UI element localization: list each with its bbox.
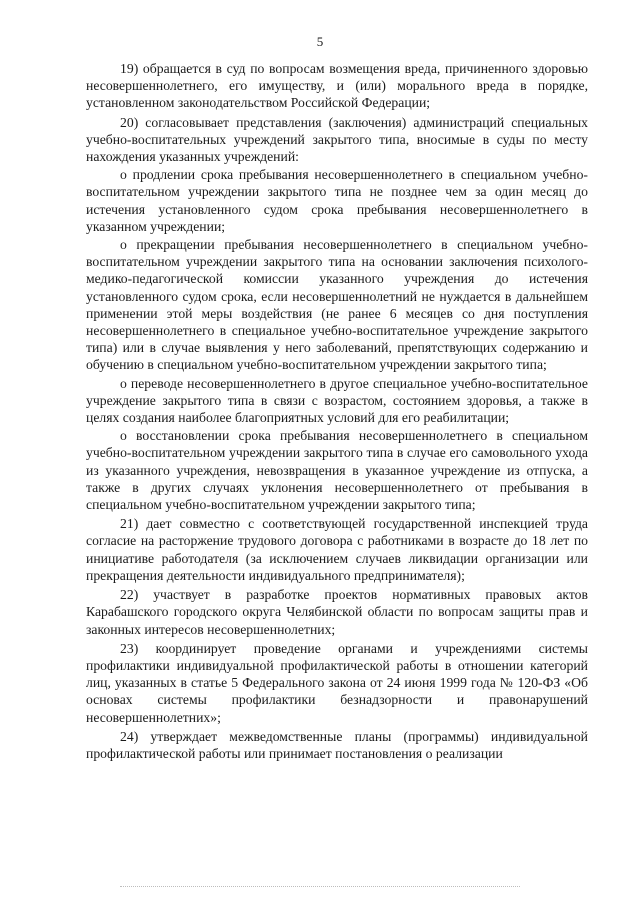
page-number: 5 [316, 34, 324, 49]
paragraph-sub-transfer: о переводе несовершеннолетнего в другое специальное учебно-воспитательное учреждение закрытого типа в связи с возрастом, состоянием здоровья, а также в целях создания наиболее благоприятных условий для его реабилитации; [86, 375, 588, 426]
paragraph-item-20: 20) согласовывает представления (заключения) администраций специальных учебно-воспитательных учреждений закрытого типа, вносимые в суды по месту нахождения указанных учреждений: [86, 114, 588, 165]
paragraph-item-24: 24) утверждает межведомственные планы (программы) индивидуальной профилактической работы или принимает постановления о реализации [86, 728, 588, 761]
paragraph-item-21: 21) дает совместно с соответствующей государственной инспекцией труда согласие на расторжение трудового договора с работниками в возрасте до 18 лет по инициативе работодателя (за исключением случаев ликвидации организации или прекращения деятельности индивидуального предпринимателя); [86, 516, 588, 583]
paragraph-item-23: 23) координирует проведение органами и учреждениями системы профилактики индивидуальной профилактической работы в отношении категорий лиц, указанных в статье 5 Федерального закона от 24 июня 1999 года № 120-ФЗ «Об основах системы профилактики безнадзорности и правонарушений несовершеннолетних»; [86, 640, 588, 725]
scan-artifact-line [120, 886, 520, 888]
paragraph-sub-extension: о продлении срока пребывания несовершеннолетнего в специальном учебно-воспитательном учреждении закрытого типа не позднее чем за один месяц до истечения установленного судом срока пребывания несовершеннолетнего в указанном учреждении; [86, 167, 588, 234]
paragraph-item-22: 22) участвует в разработке проектов нормативных правовых актов Карабашского городского округа Челябинской области по вопросам защиты прав и законных интересов несовершеннолетних; [86, 587, 588, 637]
paragraph-sub-restoration: о восстановлении срока пребывания несовершеннолетнего в специальном учебно-воспитательном учреждении закрытого типа в случае его самовольного ухода из указанного учреждения, невозвращения в указанное учреждение из отпуска, а также в других случаях уклонения несовершеннолетнего от пребывания в специальном учебно-воспитательном учреждении закрытого типа; [86, 428, 588, 513]
paragraph-item-19: 19) обращается в суд по вопросам возмещения вреда, причиненного здоровью несовершеннолетнего, его имуществу, и (или) морального вреда в порядке, установленном законодательством Российской Федерации; [86, 61, 588, 111]
document-body [86, 60, 588, 762]
paragraph-sub-termination: о прекращении пребывания несовершеннолетнего в специальном учебно-воспитательном учреждении закрытого типа на основании заключения психолого-медико-педагогической комиссии указанного учреждения до истечения установленного судом срока, если несовершеннолетний не нуждается в дальнейшем применении этой меры воздействия (не ранее 6 месяцев со дня поступления несовершеннолетнего в специальное учебно-воспитательное учреждение закрытого типа) или в случае выявления у него заболеваний, препятствующих содержанию и обучению в специальном учебно-воспитательном учреждении закрытого типа; [86, 237, 588, 373]
